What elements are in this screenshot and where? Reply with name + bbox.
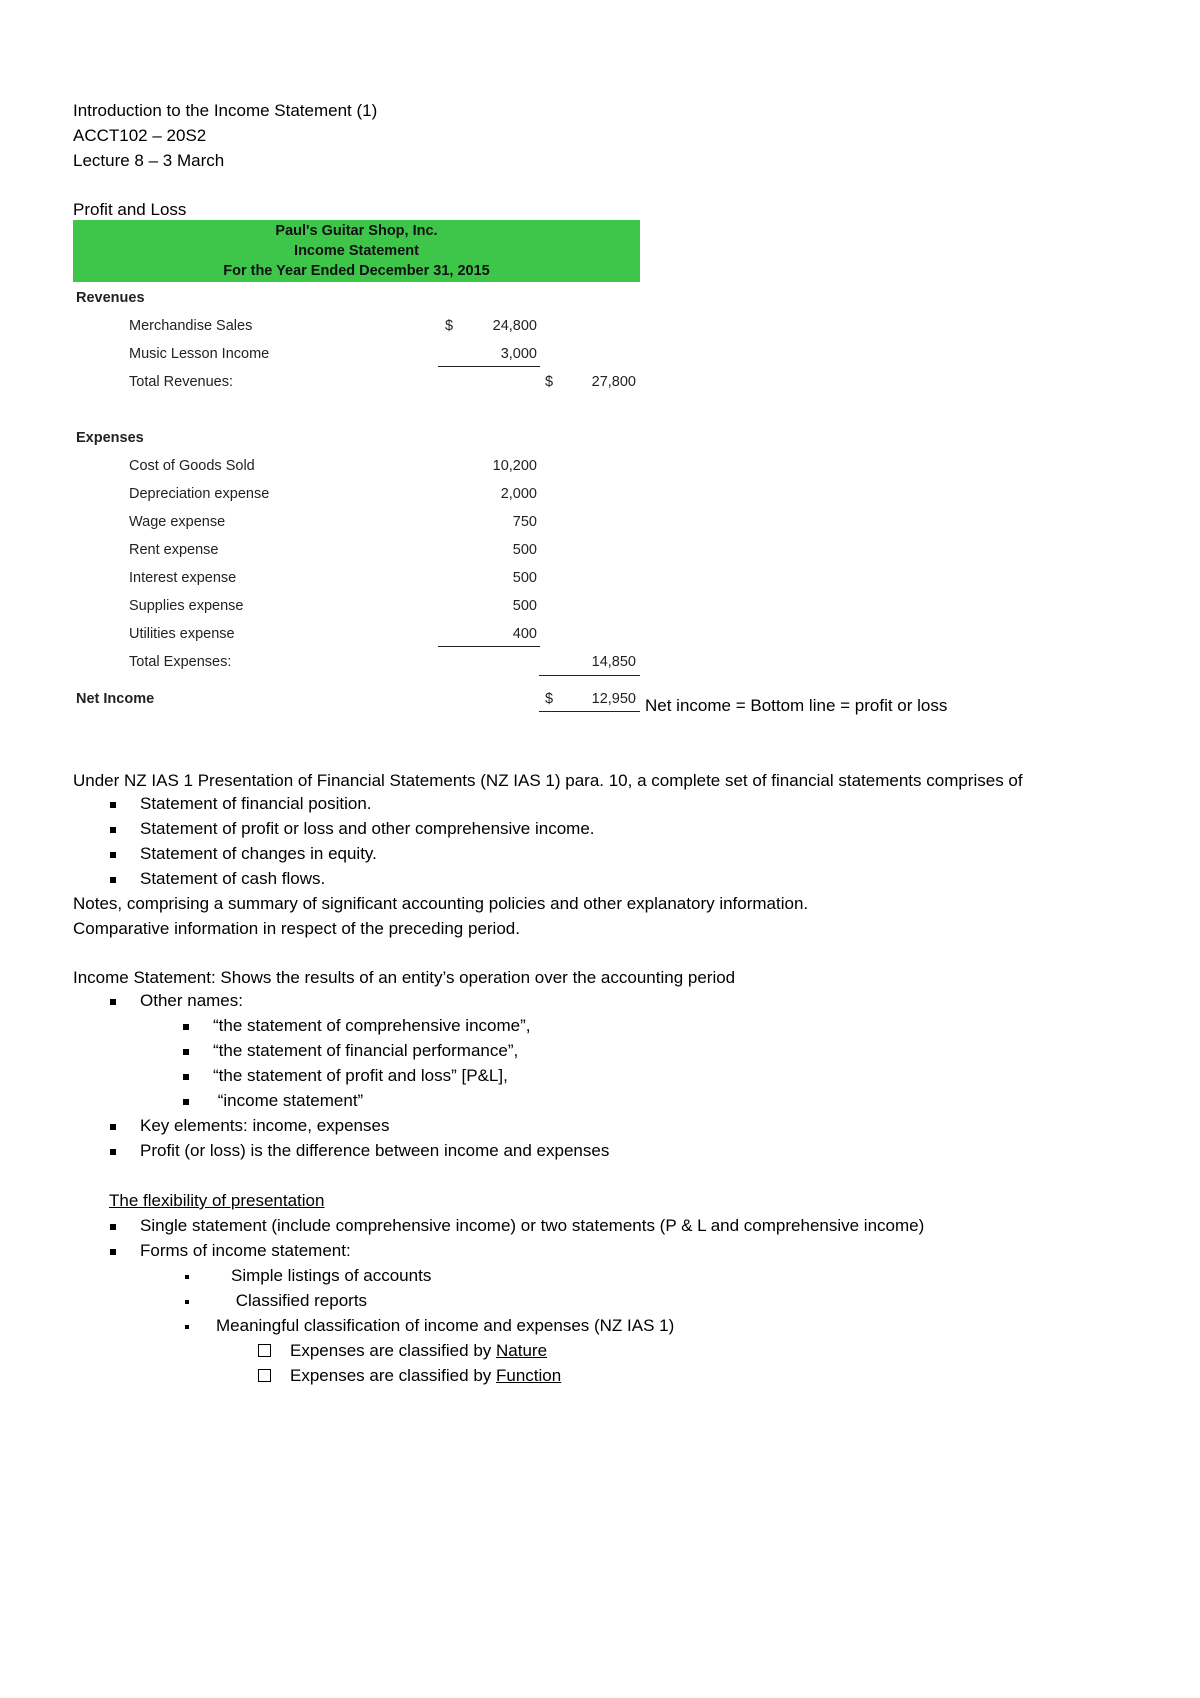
ias-comparative: Comparative information in respect of the preceding period. xyxy=(73,919,520,938)
list-item: “the statement of comprehensive income”, xyxy=(183,1016,530,1036)
bullet-icon xyxy=(110,827,116,833)
company-name: Paul's Guitar Shop, Inc. xyxy=(275,223,438,239)
lecture-info: Lecture 8 – 3 March xyxy=(73,151,225,170)
list-item: Other names: xyxy=(110,991,243,1011)
expense-amount: 500 xyxy=(512,542,537,558)
expense-label: Utilities expense xyxy=(129,626,235,642)
expense-amount: 2,000 xyxy=(500,486,537,502)
list-item: Meaningful classification of income and expenses (NZ IAS 1) xyxy=(185,1316,674,1336)
course-code: ACCT102 – 20S2 xyxy=(73,126,207,145)
net-income-label: Net Income xyxy=(76,691,155,707)
net-income-amount: 12,950 xyxy=(591,691,636,707)
net-income-rule xyxy=(539,711,640,712)
list-item: Statement of financial position. xyxy=(110,794,372,814)
total-revenues-label: Total Revenues: xyxy=(129,374,233,390)
expense-label: Wage expense xyxy=(129,514,226,530)
bullet-icon xyxy=(185,1275,189,1279)
checkbox-icon xyxy=(258,1369,271,1382)
list-item: “the statement of profit and loss” [P&L], xyxy=(183,1066,508,1086)
expense-label: Cost of Goods Sold xyxy=(129,458,255,474)
bullet-icon xyxy=(183,1074,189,1080)
bullet-icon xyxy=(183,1024,189,1030)
statement-period: For the Year Ended December 31, 2015 xyxy=(223,263,490,279)
expense-label: Rent expense xyxy=(129,542,219,558)
revenue-amount: 3,000 xyxy=(500,346,537,362)
statement-name: Income Statement xyxy=(294,243,419,259)
list-item: Key elements: income, expenses xyxy=(110,1116,389,1136)
currency-symbol: $ xyxy=(545,691,554,707)
income-statement-table xyxy=(73,220,640,710)
expense-label: Supplies expense xyxy=(129,598,244,614)
list-item: Statement of changes in equity. xyxy=(110,844,377,864)
list-item: Forms of income statement: xyxy=(110,1241,351,1261)
bullet-icon xyxy=(110,1149,116,1155)
bullet-icon xyxy=(183,1099,189,1105)
list-item: Expenses are classified by Function xyxy=(258,1366,561,1386)
checkbox-icon xyxy=(258,1344,271,1357)
expense-amount: 400 xyxy=(512,626,537,642)
expense-label: Depreciation expense xyxy=(129,486,270,502)
revenues-heading: Revenues xyxy=(76,290,145,306)
bullet-icon xyxy=(185,1300,189,1304)
expense-amount: 10,200 xyxy=(492,458,537,474)
list-item: “the statement of financial performance”, xyxy=(183,1041,518,1061)
section-heading: Profit and Loss xyxy=(73,200,187,219)
list-item: Statement of cash flows. xyxy=(110,869,325,889)
subtotal-rule xyxy=(438,366,540,367)
currency-symbol: $ xyxy=(545,374,554,390)
list-item: Profit (or loss) is the difference between income and expenses xyxy=(110,1141,609,1161)
income-statement-heading: Income Statement: Shows the results of an entity’s operation over the accounting period xyxy=(73,968,736,987)
expenses-heading: Expenses xyxy=(76,430,144,446)
ias-intro: Under NZ IAS 1 Presentation of Financial Statements (NZ IAS 1) para. 10, a complete set of financial statements comprises of xyxy=(73,771,1023,790)
expense-label: Interest expense xyxy=(129,570,237,586)
expense-amount: 500 xyxy=(512,598,537,614)
total-expenses-label: Total Expenses: xyxy=(129,654,232,670)
bullet-icon xyxy=(110,1249,116,1255)
revenue-label: Music Lesson Income xyxy=(129,346,270,362)
list-item: Single statement (include comprehensive income) or two statements (P & L and comprehensive income) xyxy=(110,1216,924,1236)
bullet-icon xyxy=(110,1224,116,1230)
doc-title: Introduction to the Income Statement (1) xyxy=(73,101,378,120)
bullet-icon xyxy=(183,1049,189,1055)
list-item: “income statement” xyxy=(183,1091,363,1111)
function-term: Function xyxy=(496,1366,562,1385)
nature-term: Nature xyxy=(496,1341,548,1360)
bullet-icon xyxy=(110,877,116,883)
total-rule xyxy=(539,675,640,676)
list-item: Simple listings of accounts xyxy=(185,1266,431,1286)
flexibility-heading: The flexibility of presentation xyxy=(109,1191,325,1210)
expense-amount: 500 xyxy=(512,570,537,586)
bullet-icon xyxy=(110,999,116,1005)
currency-symbol: $ xyxy=(445,318,454,334)
ias-notes: Notes, comprising a summary of significant accounting policies and other explanatory information. xyxy=(73,894,809,913)
list-item: Statement of profit or loss and other comprehensive income. xyxy=(110,819,595,839)
bullet-icon xyxy=(110,852,116,858)
expense-amount: 750 xyxy=(512,514,537,530)
net-income-note: Net income = Bottom line = profit or loss xyxy=(645,696,948,715)
total-revenues-amount: 27,800 xyxy=(591,374,636,390)
statement-banner xyxy=(73,220,640,282)
total-expenses-amount: 14,850 xyxy=(591,654,636,670)
list-item: Classified reports xyxy=(185,1291,367,1311)
revenue-amount: 24,800 xyxy=(492,318,537,334)
bullet-icon xyxy=(110,1124,116,1130)
subtotal-rule xyxy=(438,646,540,647)
bullet-icon xyxy=(110,802,116,808)
revenue-label: Merchandise Sales xyxy=(129,318,253,334)
list-item: Expenses are classified by Nature xyxy=(258,1341,547,1361)
bullet-icon xyxy=(185,1325,189,1329)
